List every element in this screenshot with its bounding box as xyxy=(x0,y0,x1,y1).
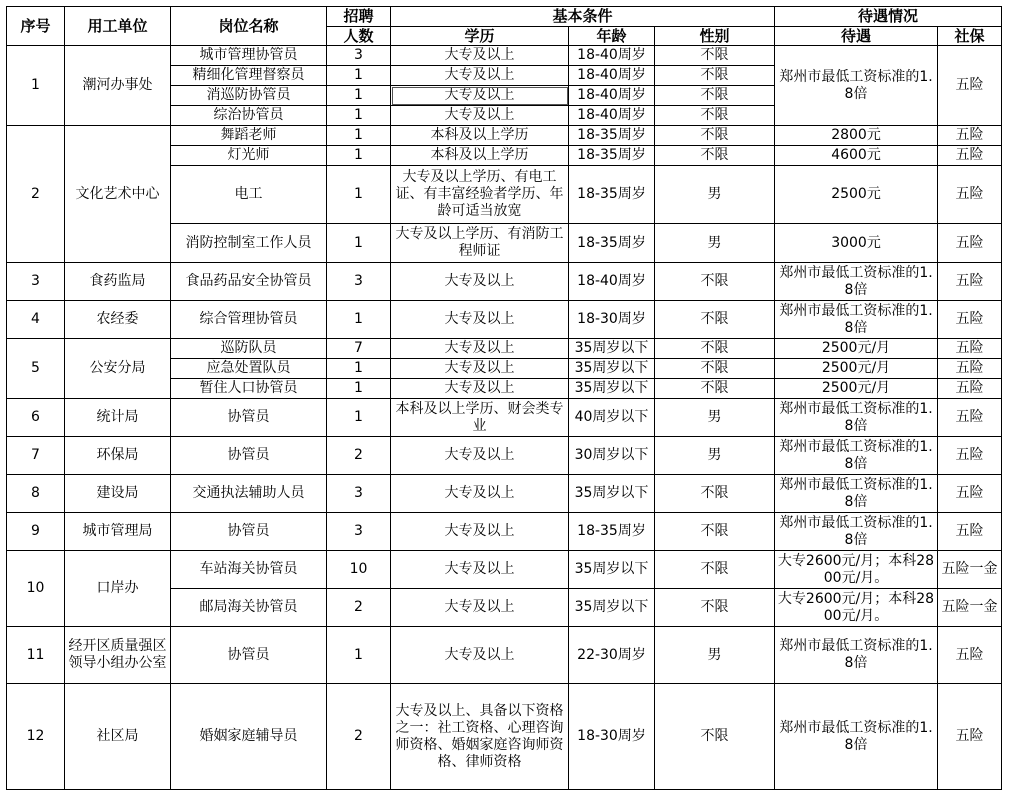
cell-education[interactable]: 大专及以上 xyxy=(391,359,569,379)
cell-education[interactable]: 大专及以上 xyxy=(391,589,569,627)
cell-seq[interactable]: 11 xyxy=(7,627,65,684)
cell-pay[interactable]: 郑州市最低工资标准的1.8倍 xyxy=(775,437,938,475)
header-insurance[interactable]: 社保 xyxy=(938,27,1002,46)
header-gender[interactable]: 性别 xyxy=(655,27,775,46)
cell-unit[interactable]: 潮河办事处 xyxy=(65,46,171,126)
cell-pay[interactable]: 4600元 xyxy=(775,146,938,166)
cell-gender[interactable]: 不限 xyxy=(655,263,775,301)
cell-pay[interactable]: 大专2600元/月；本科2800元/月。 xyxy=(775,589,938,627)
cell-post[interactable]: 协管员 xyxy=(171,437,327,475)
cell-post[interactable]: 消巡防协管员 xyxy=(171,86,327,106)
cell-post[interactable]: 协管员 xyxy=(171,399,327,437)
header-basic-conditions[interactable]: 基本条件 xyxy=(391,7,775,27)
cell-gender[interactable]: 不限 xyxy=(655,146,775,166)
cell-age[interactable]: 18-30周岁 xyxy=(569,301,655,339)
cell-insurance[interactable]: 五险 xyxy=(938,46,1002,126)
cell-seq[interactable]: 4 xyxy=(7,301,65,339)
cell-count[interactable]: 1 xyxy=(327,301,391,339)
cell-age[interactable]: 18-40周岁 xyxy=(569,66,655,86)
cell-pay[interactable]: 2500元/月 xyxy=(775,339,938,359)
cell-education[interactable]: 大专及以上 xyxy=(391,66,569,86)
header-seq[interactable]: 序号 xyxy=(7,7,65,46)
table-row xyxy=(7,339,1002,359)
cell-count[interactable]: 3 xyxy=(327,263,391,301)
cell-count[interactable]: 1 xyxy=(327,166,391,224)
cell-gender[interactable]: 男 xyxy=(655,437,775,475)
cell-unit[interactable]: 城市管理局 xyxy=(65,513,171,551)
cell-seq[interactable]: 1 xyxy=(7,46,65,126)
cell-age[interactable]: 18-35周岁 xyxy=(569,126,655,146)
cell-pay[interactable]: 2500元/月 xyxy=(775,359,938,379)
cell-post[interactable]: 食品药品安全协管员 xyxy=(171,263,327,301)
cell-insurance[interactable]: 五险 xyxy=(938,359,1002,379)
cell-unit[interactable]: 食药监局 xyxy=(65,263,171,301)
cell-insurance[interactable]: 五险 xyxy=(938,263,1002,301)
cell-gender[interactable]: 不限 xyxy=(655,106,775,126)
cell-count[interactable]: 7 xyxy=(327,339,391,359)
cell-count[interactable]: 1 xyxy=(327,379,391,399)
table-row xyxy=(7,513,1002,551)
cell-post[interactable]: 交通执法辅助人员 xyxy=(171,475,327,513)
cell-pay[interactable]: 2500元/月 xyxy=(775,379,938,399)
cell-age[interactable]: 18-35周岁 xyxy=(569,224,655,263)
cell-count[interactable]: 1 xyxy=(327,627,391,684)
cell-education[interactable]: 大专及以上学历、有消防工程师证 xyxy=(391,224,569,263)
cell-pay[interactable]: 郑州市最低工资标准的1.8倍 xyxy=(775,684,938,790)
cell-post[interactable]: 协管员 xyxy=(171,627,327,684)
cell-gender[interactable]: 不限 xyxy=(655,301,775,339)
cell-gender[interactable]: 不限 xyxy=(655,66,775,86)
cell-age[interactable]: 22-30周岁 xyxy=(569,627,655,684)
cell-post[interactable]: 灯光师 xyxy=(171,146,327,166)
cell-education[interactable]: 大专及以上 xyxy=(391,437,569,475)
cell-gender[interactable]: 不限 xyxy=(655,359,775,379)
cell-post[interactable]: 综合管理协管员 xyxy=(171,301,327,339)
cell-seq[interactable]: 6 xyxy=(7,399,65,437)
cell-age[interactable]: 35周岁以下 xyxy=(569,359,655,379)
cell-age[interactable]: 18-30周岁 xyxy=(569,684,655,790)
cell-seq[interactable]: 9 xyxy=(7,513,65,551)
recruitment-table xyxy=(6,6,1002,790)
cell-count[interactable]: 1 xyxy=(327,86,391,106)
cell-seq[interactable]: 5 xyxy=(7,339,65,399)
cell-unit[interactable]: 经开区质量强区领导小组办公室 xyxy=(65,627,171,684)
cell-age[interactable]: 18-40周岁 xyxy=(569,46,655,66)
cell-education[interactable]: 大专及以上 xyxy=(391,513,569,551)
table-row xyxy=(7,301,1002,339)
cell-insurance[interactable]: 五险 xyxy=(938,224,1002,263)
cell-pay[interactable]: 郑州市最低工资标准的1.8倍 xyxy=(775,263,938,301)
header-age[interactable]: 年龄 xyxy=(569,27,655,46)
cell-pay[interactable]: 郑州市最低工资标准的1.8倍 xyxy=(775,627,938,684)
cell-insurance[interactable]: 五险一金 xyxy=(938,551,1002,589)
cell-gender[interactable]: 男 xyxy=(655,224,775,263)
cell-insurance[interactable]: 五险 xyxy=(938,126,1002,146)
cell-education-selected[interactable]: 大专及以上 xyxy=(391,86,569,106)
cell-education[interactable]: 大专及以上 xyxy=(391,339,569,359)
cell-pay[interactable]: 郑州市最低工资标准的1.8倍 xyxy=(775,399,938,437)
cell-post[interactable]: 车站海关协管员 xyxy=(171,551,327,589)
cell-education[interactable]: 大专及以上 xyxy=(391,627,569,684)
cell-gender[interactable]: 不限 xyxy=(655,551,775,589)
cell-insurance[interactable]: 五险 xyxy=(938,146,1002,166)
cell-unit[interactable]: 农经委 xyxy=(65,301,171,339)
cell-count[interactable]: 3 xyxy=(327,513,391,551)
cell-post[interactable]: 城市管理协管员 xyxy=(171,46,327,66)
cell-gender[interactable]: 不限 xyxy=(655,684,775,790)
cell-pay[interactable]: 2800元 xyxy=(775,126,938,146)
cell-insurance[interactable]: 五险一金 xyxy=(938,589,1002,627)
table-row xyxy=(7,475,1002,513)
header-count-line1[interactable]: 招聘 xyxy=(327,7,391,27)
cell-count[interactable]: 1 xyxy=(327,106,391,126)
cell-count[interactable]: 1 xyxy=(327,146,391,166)
cell-gender[interactable]: 不限 xyxy=(655,126,775,146)
cell-count[interactable]: 3 xyxy=(327,46,391,66)
cell-education[interactable]: 本科及以上学历 xyxy=(391,126,569,146)
cell-insurance[interactable]: 五险 xyxy=(938,301,1002,339)
cell-count[interactable]: 1 xyxy=(327,126,391,146)
cell-unit[interactable]: 建设局 xyxy=(65,475,171,513)
cell-insurance[interactable]: 五险 xyxy=(938,166,1002,224)
cell-gender[interactable]: 不限 xyxy=(655,475,775,513)
cell-count[interactable]: 3 xyxy=(327,475,391,513)
header-post[interactable]: 岗位名称 xyxy=(171,7,327,46)
cell-insurance[interactable]: 五险 xyxy=(938,437,1002,475)
table-row xyxy=(7,437,1002,475)
cell-gender[interactable]: 不限 xyxy=(655,589,775,627)
cell-unit[interactable]: 社区局 xyxy=(65,684,171,790)
cell-count[interactable]: 1 xyxy=(327,66,391,86)
cell-education[interactable]: 大专及以上学历、有电工证、有丰富经验者学历、年龄可适当放宽 xyxy=(391,166,569,224)
cell-education[interactable]: 本科及以上学历 xyxy=(391,146,569,166)
cell-age[interactable]: 35周岁以下 xyxy=(569,589,655,627)
cell-insurance[interactable]: 五险 xyxy=(938,684,1002,790)
cell-insurance[interactable]: 五险 xyxy=(938,475,1002,513)
header-pay[interactable]: 待遇 xyxy=(775,27,938,46)
cell-insurance[interactable]: 五险 xyxy=(938,379,1002,399)
header-education[interactable]: 学历 xyxy=(391,27,569,46)
cell-seq[interactable]: 2 xyxy=(7,126,65,263)
cell-age[interactable]: 18-40周岁 xyxy=(569,263,655,301)
cell-unit[interactable]: 统计局 xyxy=(65,399,171,437)
cell-education[interactable]: 大专及以上 xyxy=(391,301,569,339)
cell-gender[interactable]: 男 xyxy=(655,399,775,437)
cell-post[interactable]: 暂住人口协管员 xyxy=(171,379,327,399)
cell-pay[interactable]: 郑州市最低工资标准的1.8倍 xyxy=(775,475,938,513)
cell-age[interactable]: 35周岁以下 xyxy=(569,379,655,399)
cell-unit[interactable]: 环保局 xyxy=(65,437,171,475)
cell-pay[interactable]: 郑州市最低工资标准的1.8倍 xyxy=(775,513,938,551)
cell-unit[interactable]: 公安分局 xyxy=(65,339,171,399)
cell-count[interactable]: 1 xyxy=(327,224,391,263)
cell-insurance[interactable]: 五险 xyxy=(938,513,1002,551)
cell-post[interactable]: 精细化管理督察员 xyxy=(171,66,327,86)
cell-education[interactable]: 大专及以上 xyxy=(391,379,569,399)
cell-age[interactable]: 30周岁以下 xyxy=(569,437,655,475)
cell-pay[interactable]: 郑州市最低工资标准的1.8倍 xyxy=(775,301,938,339)
cell-age[interactable]: 35周岁以下 xyxy=(569,551,655,589)
cell-post[interactable]: 舞蹈老师 xyxy=(171,126,327,146)
cell-pay[interactable]: 3000元 xyxy=(775,224,938,263)
cell-seq[interactable]: 8 xyxy=(7,475,65,513)
cell-age[interactable]: 35周岁以下 xyxy=(569,475,655,513)
cell-post[interactable]: 协管员 xyxy=(171,513,327,551)
cell-post[interactable]: 消防控制室工作人员 xyxy=(171,224,327,263)
cell-seq[interactable]: 3 xyxy=(7,263,65,301)
cell-post[interactable]: 应急处置队员 xyxy=(171,359,327,379)
header-count-line2[interactable]: 人数 xyxy=(327,27,391,46)
table-row xyxy=(7,551,1002,589)
cell-education[interactable]: 大专及以上 xyxy=(391,475,569,513)
cell-count[interactable]: 2 xyxy=(327,589,391,627)
cell-seq[interactable]: 12 xyxy=(7,684,65,790)
cell-gender[interactable]: 不限 xyxy=(655,46,775,66)
cell-post[interactable]: 婚姻家庭辅导员 xyxy=(171,684,327,790)
cell-gender[interactable]: 不限 xyxy=(655,339,775,359)
cell-education[interactable]: 本科及以上学历、财会类专业 xyxy=(391,399,569,437)
cell-count[interactable]: 1 xyxy=(327,399,391,437)
cell-education[interactable]: 大专及以上、具备以下资格之一：社工资格、心理咨询师资格、婚姻家庭咨询师资格、律师资格 xyxy=(391,684,569,790)
cell-post[interactable]: 巡防队员 xyxy=(171,339,327,359)
table-row xyxy=(7,263,1002,301)
cell-age[interactable]: 18-35周岁 xyxy=(569,146,655,166)
cell-education[interactable]: 大专及以上 xyxy=(391,46,569,66)
cell-pay[interactable]: 郑州市最低工资标准的1.8倍 xyxy=(775,46,938,126)
table-row xyxy=(7,399,1002,437)
cell-gender[interactable]: 不限 xyxy=(655,86,775,106)
cell-unit[interactable]: 口岸办 xyxy=(65,551,171,627)
cell-count[interactable]: 2 xyxy=(327,437,391,475)
cell-pay[interactable]: 2500元 xyxy=(775,166,938,224)
table-row xyxy=(7,627,1002,684)
cell-education[interactable]: 大专及以上 xyxy=(391,551,569,589)
cell-count[interactable]: 10 xyxy=(327,551,391,589)
cell-seq[interactable]: 10 xyxy=(7,551,65,627)
cell-insurance[interactable]: 五险 xyxy=(938,399,1002,437)
cell-insurance[interactable]: 五险 xyxy=(938,339,1002,359)
header-unit[interactable]: 用工单位 xyxy=(65,7,171,46)
cell-age[interactable]: 18-40周岁 xyxy=(569,106,655,126)
cell-post[interactable]: 电工 xyxy=(171,166,327,224)
header-benefits[interactable]: 待遇情况 xyxy=(775,7,1002,27)
cell-gender[interactable]: 不限 xyxy=(655,379,775,399)
cell-education[interactable]: 大专及以上 xyxy=(391,106,569,126)
cell-gender[interactable]: 男 xyxy=(655,166,775,224)
table-row xyxy=(7,684,1002,790)
cell-age[interactable]: 35周岁以下 xyxy=(569,339,655,359)
table-row xyxy=(7,126,1002,146)
cell-post[interactable]: 综治协管员 xyxy=(171,106,327,126)
cell-unit[interactable]: 文化艺术中心 xyxy=(65,126,171,263)
cell-gender[interactable]: 不限 xyxy=(655,513,775,551)
cell-insurance[interactable]: 五险 xyxy=(938,627,1002,684)
cell-age[interactable]: 40周岁以下 xyxy=(569,399,655,437)
cell-post[interactable]: 邮局海关协管员 xyxy=(171,589,327,627)
cell-seq[interactable]: 7 xyxy=(7,437,65,475)
cell-count[interactable]: 2 xyxy=(327,684,391,790)
cell-education[interactable]: 大专及以上 xyxy=(391,263,569,301)
cell-age[interactable]: 18-40周岁 xyxy=(569,86,655,106)
cell-count[interactable]: 1 xyxy=(327,359,391,379)
cell-gender[interactable]: 男 xyxy=(655,627,775,684)
cell-age[interactable]: 18-35周岁 xyxy=(569,166,655,224)
table-row xyxy=(7,46,1002,66)
cell-pay[interactable]: 大专2600元/月；本科2800元/月。 xyxy=(775,551,938,589)
cell-age[interactable]: 18-35周岁 xyxy=(569,513,655,551)
